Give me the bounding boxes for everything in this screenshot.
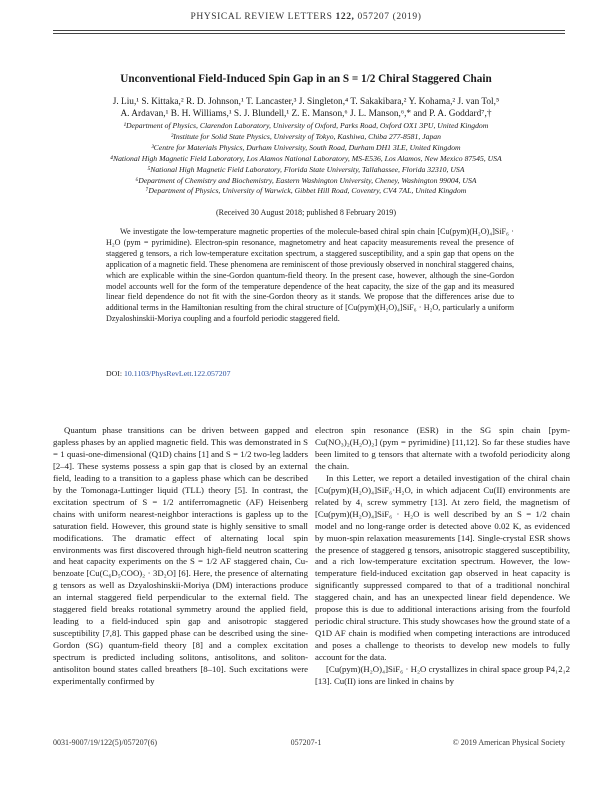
header-rule-bottom [53,33,565,34]
author-list [40,96,572,120]
body-column-left [53,425,308,688]
abstract: We investigate the low-temperature magnetic properties of the molecule-based chiral spin chain [Cu(pym)(H₂O)₄]SiF₆ · H₂O (pym = pyrimidine). Electron-spin resonance, magnetometry and heat capacity measurements reveal the presence of staggered g tensors, a rich low-temperature excitation spectrum, a staggered susceptibility, and a spin gap that opens on the application of a magnetic field. These phenomena are reminiscent of those previously observed in nonchiral staggered chains, which are explicable within the sine-Gordon quantum-field theory. In the present case, however, although the sine-Gordon model accounts well for the form of the temperature dependence of the heat capacity, the size of the gap and its measured linear field dependence do not fit with the sine-Gordon theory as it stands. We propose that the differences arise due to additional terms in the Hamiltonian resulting from the chiral structure of [Cu(pym)(H₂O)₄]SiF₆ · H₂O, particularly a uniform Dzyaloshinskii-Moriya coupling and a fourfold periodic staggered field. [106,227,514,324]
header-rule-top [53,30,565,31]
body-column-right [315,425,570,688]
article-title: Unconventional Field-Induced Spin Gap in an S = 1/2 Chiral Staggered Chain [120,73,492,85]
body-paragraph: electron spin resonance (ESR) in the SG spin chain [pym-Cu(NO₃)₂(H₂O)₂] (pym = pyrimidine) [11,12]. So far these studies have been limited to g tensors that alternate with a twofold periodicity along the chain. [315,425,570,471]
affiliation-list [30,121,582,197]
affiliation: ⁶Department of Chemistry and Biochemistry, Eastern Washington University, Cheney, Washington 99004, USA [135,175,477,185]
author-line: A. Ardavan,¹ B. H. Williams,¹ S. J. Blundell,¹ Z. E. Manson,⁶ J. L. Manson,⁶,* and P. A. Goddard⁷,† [120,109,492,119]
body-paragraph: [Cu(pym)(H₂O)₄]SiF₆ · H₂O crystallizes in chiral space group P4₁2₁2 [13]. Cu(II) ions are linked in chains by [315,664,570,687]
journal-name: PHYSICAL REVIEW LETTERS [190,12,333,22]
author-line: J. Liu,¹ S. Kittaka,² R. D. Johnson,¹ T. Lancaster,³ J. Singleton,⁴ T. Sakakibara,² Y. Kohama,² J. van Tol,⁵ [112,97,500,107]
footer-page-number: 057207-1 [290,738,322,747]
body-paragraph: Quantum phase transitions can be driven between gapped and gapless phases by an applied magnetic field. This was demonstrated in S = 1 quasi-one-dimensional (Q1D) chains [1] and S = 1/2 two-leg ladders [2–4]. These systems possess a spin gap that is closed by an external field, leading to a transition to a gapless phase which can be described by the Tomonaga-Luttinger liquid (TLL) theory [5]. In contrast, the excitation spectrum of S = 1/2 antiferromagnetic (AF) Heisenberg chains with uniform nearest-neighbor interactions is gapless up to the saturation field. However, this ground state is highly sensitive to small modifications. The dramatic effect of alternating local spin environments was first discovered through high-field neutron scattering and heat capacity experiments on the S = 1/2 AF staggered chain, Cu-benzoate [Cu(C₆D₅COO)₂ · 3D₂O] [6]. Here, the presence of alternating g tensors as well as Dzyaloshinskii-Moriya (DM) interactions produce an internal staggered field perpendicular to the external field. The staggered field breaks rotational symmetry around the applied field, leading to a field-induced spin gap and anisotropic staggered susceptibility [7,8]. This gapped phase can be described using the sine-Gordon (SG) quantum-field theory [8] and a complex excitation spectrum is predicted including solitons, antisolitons, and soliton-antisoliton bound states called breathers [8–10]. Such excitations were experimentally confirmed by [53,425,308,687]
footer-copyright: © 2019 American Physical Society [452,738,565,747]
affiliation: ²Institute for Solid State Physics, University of Tokyo, Kashiwa, Chiba 277-8581, Japan [171,131,441,141]
received-dates: (Received 30 August 2018; published 8 February 2019) [215,208,397,217]
affiliation: ¹Department of Physics, Clarendon Laboratory, University of Oxford, Parks Road, Oxford OX1 3PU, United Kingdom [123,121,489,130]
journal-volume: 122, [335,12,355,22]
body-paragraph: In this Letter, we report a detailed investigation of the chiral chain [Cu(pym)(H₂O)₄]SiF₆·H₂O, in which adjacent Cu(II) environments are related by 4₁ screw symmetry [13]. At zero field, the magnetism of [Cu(pym)(H₂O)₄]SiF₆ · H₂O is well described by an S = 1/2 chain model and no long-range order is detected above 0.02 K, as evidenced by muon-spin relaxation measurements [14]. Single-crystal ESR shows the presence of staggered g tensors, anisotropic staggered susceptibility, and a rich low-temperature excitation spectrum. However, the low-temperature field-induced excitation gap observed in heat capacity is significantly suppressed compared to that of a traditional nonchiral staggered chain, and has an unexpected linear field dependence. We propose this is due to additional interactions arising from the fourfold periodic chiral structure. This study showcases how the ground state of a Q1D AF chain is modified when competing interactions are introduced and poses a challenge to theorists to develop new models to fully account for the data. [315,472,570,663]
affiliation: ⁷Department of Physics, University of Warwick, Gibbet Hill Road, Coventry, CV4 7AL, United Kingdom [145,186,467,196]
doi-line [106,369,230,378]
affiliation: ⁴National High Magnetic Field Laboratory, Los Alamos National Laboratory, MS-E536, Los Alamos, New Mexico 87545, USA [110,153,502,163]
doi-label: DOI: [106,369,123,378]
doi-link[interactable]: 10.1103/PhysRevLett.122.057207 [123,369,231,378]
affiliation: ⁵National High Magnetic Field Laboratory, Florida State University, Tallahassee, Florida 32310, USA [147,164,465,174]
running-header [0,12,612,22]
article-id: 057207 (2019) [357,12,422,22]
footer-code: 0031-9007/19/122(5)/057207(6) [53,738,157,747]
affiliation: ³Centre for Materials Physics, Durham University, South Road, Durham DH1 3LE, United Kingdom [151,142,461,152]
